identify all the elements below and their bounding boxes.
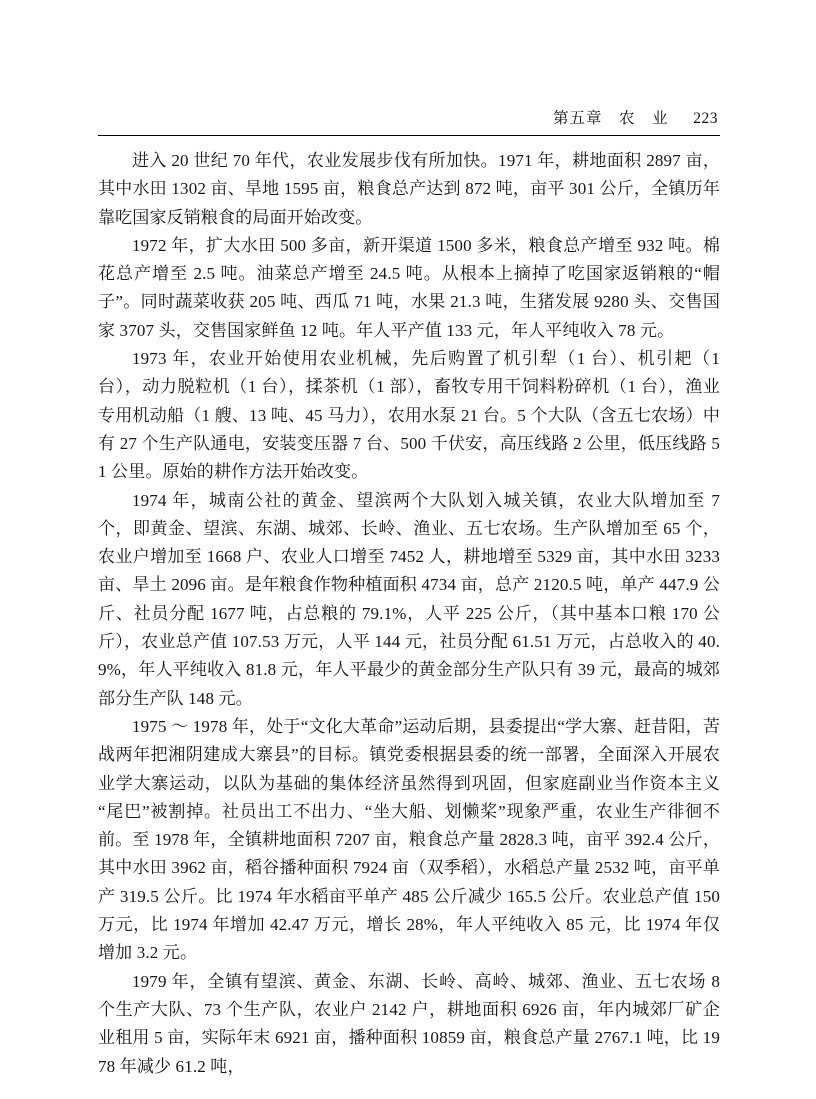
page-header (98, 106, 720, 135)
chapter-title: 第五章 农 业 (552, 110, 669, 127)
para-1974: 1974 年，城南公社的黄金、望滨两个大队划入城关镇，农业大队增加至 7 个，即黄金、望滨、东湖、城郊、长岭、渔业、五七农场。生产队增加至 65 个，农业户增加至 1668 户、农业人口增至 7452 人，耕地增至 5329 亩，其中水田 3233 亩、旱土 2096 亩。是年粮食作物种植面积 4734 亩，总产 2120.5 吨，单产 447.9 公斤、社员分配 1677 吨，占总粮的 79.1%，人平 225 公斤，（其中基本口粮 170 公斤），农业总产值 107.53 万元，人平 144 元，社员分配 61.51 万元，占总收入的 40.9%，年人平纯收入 81.8 元，年人平最少的黄金部分生产队只有 39 元，最高的城郊部分生产队 148 元。 (98, 490, 720, 708)
para-1971-intro: 进入 20 世纪 70 年代，农业发展步伐有所加快。1971 年，耕地面积 2897 亩，其中水田 1302 亩、旱地 1595 亩，粮食总产达到 872 吨，亩平 301 公斤，全镇历年靠吃国家反销粮食的局面开始改变。 (98, 151, 720, 227)
para-1973: 1973 年，农业开始使用农业机械，先后购置了机引犁（1 台）、机引耙（1 台），动力脱粒机（1 台），揉茶机（1 部），畜牧专用干饲料粉碎机（1 台），渔业专用机动船（1 艘、13 吨、45 马力），农用水泵 21 台。5 个大队（含五七农场）中有 27 个生产队通电，安装变压器 7 台、500 千伏安，高压线路 2 公里，低压线路 51 公里。原始的耕作方法开始改变。 (98, 349, 720, 482)
page-content (98, 106, 720, 1081)
para-1975-1978: 1975 ～ 1978 年，处于“文化大革命”运动后期，县委提出“学大寨、赶昔阳，苦战两年把湘阴建成大寨县”的目标。镇党委根据县委的统一部署，全面深入开展农业学大寨运动，以队为基础的集体经济虽然得到巩固，但家庭副业当作资本主义“尾巴”被割掉。社员出工不出力、“坐大船、划懒桨”现象严重，农业生产徘徊不前。至 1978 年，全镇耕地面积 7207 亩，粮食总产量 2828.3 吨，亩平 392.4 公斤，其中水田 3962 亩，稻谷播种面积 7924 亩（双季稻），水稻总产量 2532 吨，亩平单产 319.5 公斤。比 1974 年水稻亩平单产 485 公斤减少 165.5 公斤。农业总产值 150 万元，比 1974 年增加 42.47 万元，增长 28%，年人平纯收入 85 元，比 1974 年仅增加 3.2 元。 (98, 716, 720, 963)
header-rule (98, 135, 720, 136)
para-1972: 1972 年，扩大水田 500 多亩，新开渠道 1500 多米，粮食总产增至 932 吨。棉花总产增至 2.5 吨。油菜总产增至 24.5 吨。从根本上摘掉了吃国家返销粮的“帽子”。同时蔬菜收获 205 吨、西瓜 71 吨，水果 21.3 吨，生猪发展 9280 头、交售国家 3707 头，交售国家鲜鱼 12 吨。年人平产值 133 元，年人平纯收入 78 元。 (98, 235, 720, 340)
para-1979: 1979 年，全镇有望滨、黄金、东湖、长岭、高岭、城郊、渔业、五七农场 8 个生产大队、73 个生产队，农业户 2142 户，耕地面积 6926 亩，年内城郊厂矿企业租用 5 亩，实际年末 6921 亩，播种面积 10859 亩，粮食总产量 2767.1 吨，比 1978 年减少 61.2 吨， (98, 971, 720, 1076)
page-number: 223 (693, 110, 718, 127)
page-body (98, 147, 720, 1081)
